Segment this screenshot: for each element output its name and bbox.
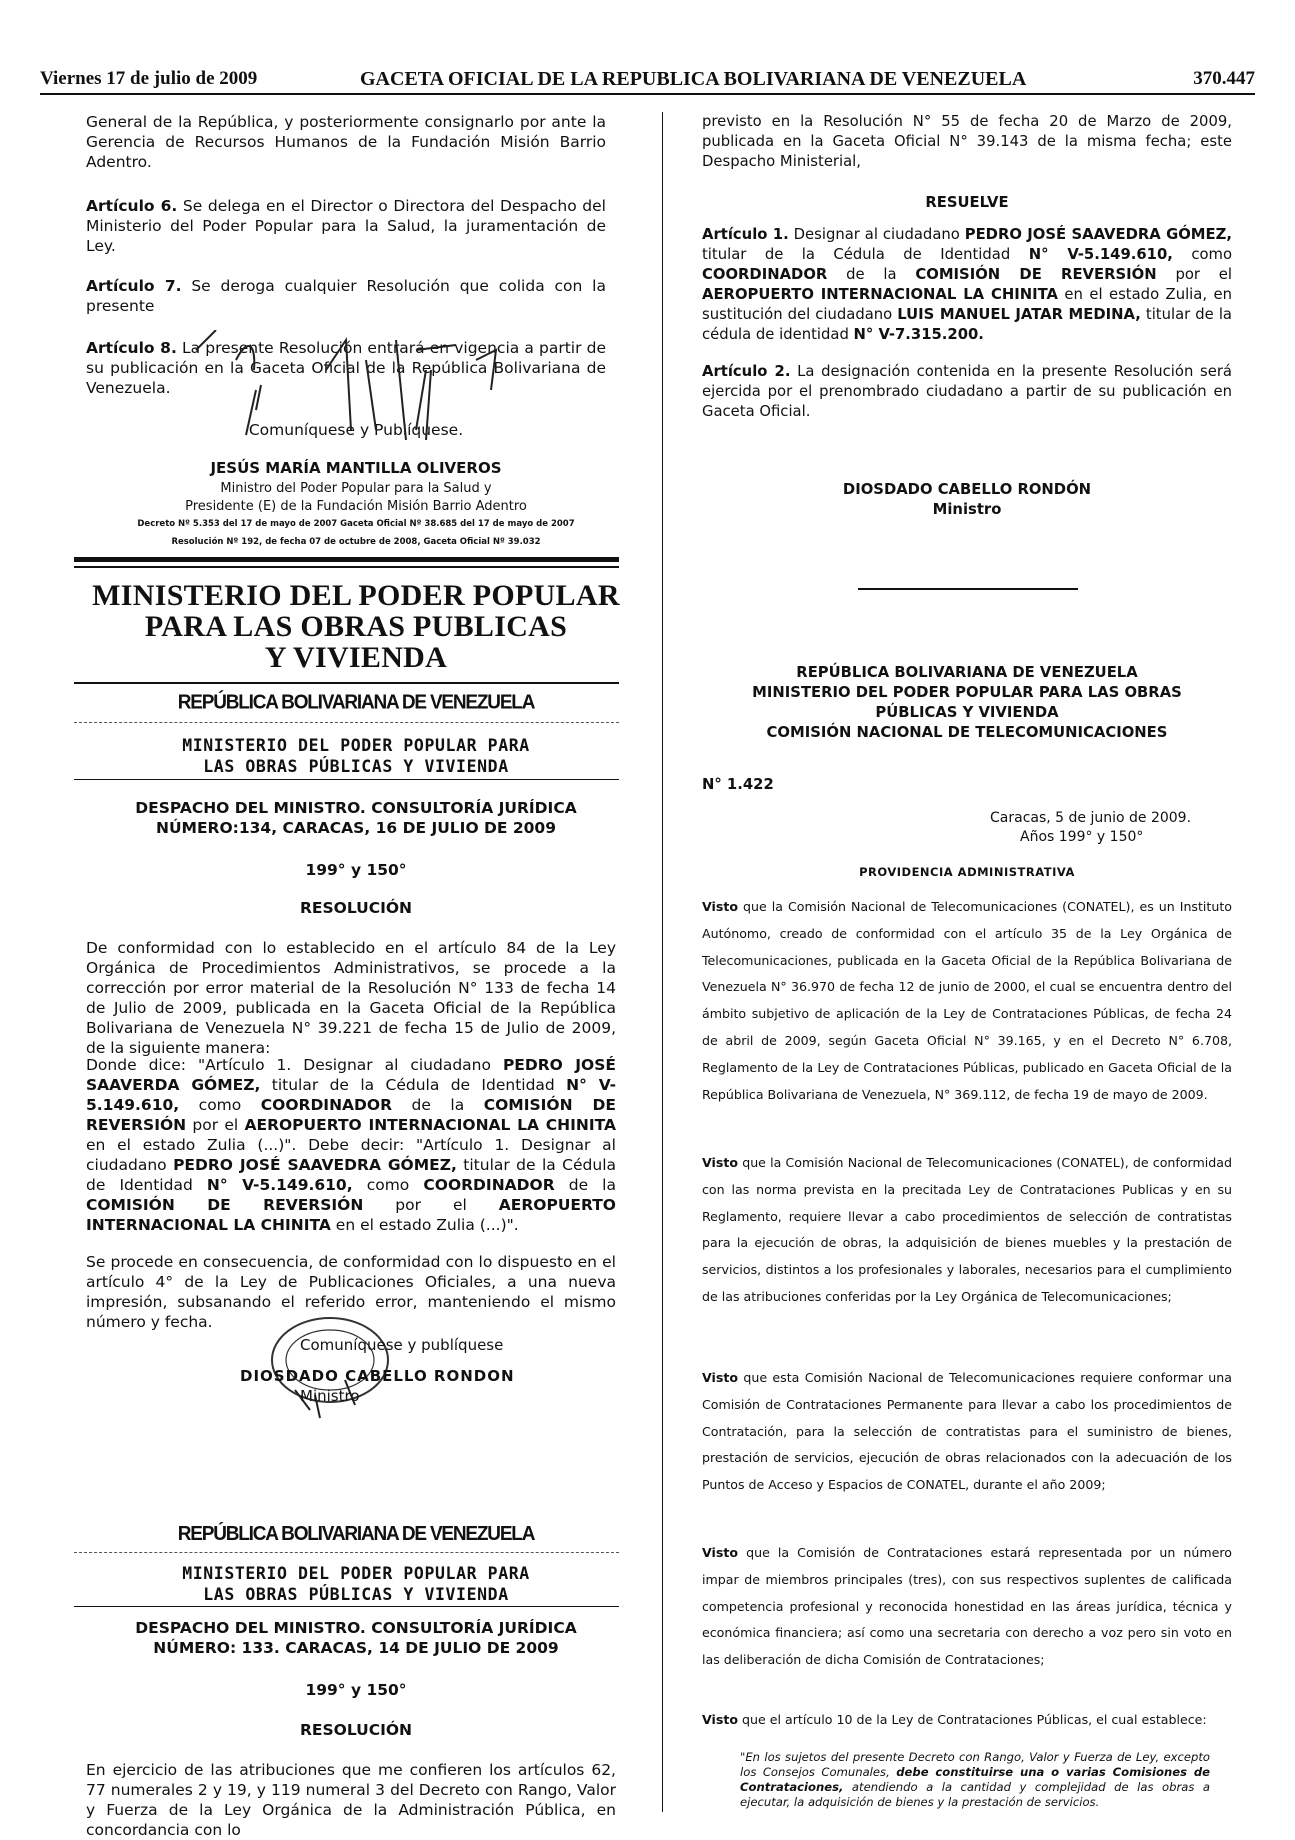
article-1 xyxy=(702,225,1232,345)
visto-text: que la Comisión Nacional de Telecomunicaciones (CONATEL), es un Instituto Autónomo, creado de conformidad con el artículo 35 de la Ley Orgánica de Telecomunicaciones, publicada en la Gaceta Oficial de la República Bolivariana de Venezuela N° 36.970 de fecha 12 de junio de 2000, el cual se encuentra dentro del ámbito subjetivo de aplicación de la Ley de Contrataciones Públicas, de fecha 24 de abril de 2009, según Gaceta Oficial N° 39.165, y en el Decreto N° 6.708, Reglamento de la Ley de Contrataciones Públicas, publicado en Gaceta Oficial de la República Bolivariana de Venezuela, N° 369.112, de fecha 19 de mayo de 2009. xyxy=(702,899,1232,1102)
gazette-title: GACETA OFICIAL DE LA REPUBLICA BOLIVARIANA DE VENEZUELA xyxy=(360,68,1027,90)
years-line: 199° y 150° xyxy=(305,1681,407,1699)
resuelve-heading: RESUELVE xyxy=(925,194,1009,211)
commission-bold: COMISIÓN DE REVERSIÓN xyxy=(86,1196,364,1214)
resolution-paragraph: En ejercicio de las atribuciones que me confieren los artículos 62, 77 numerales 2 y 19, y 119 numeral 3 del Decreto con Rango, Valor y Fuerza de la Ley Orgánica de la Administración Pública, en concordancia con lo xyxy=(86,1761,616,1839)
resolution-reference: Resolución Nº 192, de fecha 07 de octubre de 2008, Gaceta Oficial Nº 39.032 xyxy=(171,537,541,547)
page-number: 370.447 xyxy=(1193,68,1255,89)
id-bold: N° V-5.149.610, xyxy=(86,1076,617,1114)
visto-paragraph-3 xyxy=(702,1365,1232,1499)
ministerio-line: LAS OBRAS PÚBLICAS Y VIVIENDA xyxy=(203,1585,509,1604)
article-2 xyxy=(702,362,1232,422)
place-date: Caracas, 5 de junio de 2009. xyxy=(990,810,1192,826)
visto-text: que la Comisión Nacional de Telecomunicaciones (CONATEL), de conformidad con las norma prevista en la precitada Ley de Contrataciones Publicas y en su Reglamento, requiere llevar a cabo procedimientos de selección de contratistas para la ejecución de obras, la adquisición de bienes muebles y la prestación de servicios, distintos a los profesionales y laborales, necesarios para el cumplimiento de las atribuciones conferidas por la Ley Orgánica de Telecomunicaciones; xyxy=(702,1155,1232,1304)
visto-paragraph-2 xyxy=(702,1150,1232,1311)
republica-heading: REPÚBLICA BOLIVARIANA DE VENEZUELA xyxy=(177,691,535,714)
signer-title-1: Ministro del Poder Popular para la Salud y xyxy=(220,481,492,496)
signer-name: DIOSDADO CABELLO RONDON xyxy=(240,1367,515,1385)
role-bold: COORDINADOR xyxy=(260,1096,393,1114)
article-text: La presente Resolución entrará en vigencia a partir de su publicación en la Gaceta Oficial de la República Bolivariana de Venezuela. xyxy=(86,339,607,397)
correction-paragraph xyxy=(86,1055,616,1235)
heading-underline xyxy=(74,779,619,780)
text-run: de la xyxy=(554,1176,616,1194)
article-label: Artículo 8. xyxy=(86,339,177,357)
despacho-line: DESPACHO DEL MINISTRO. CONSULTORÍA JURÍDICA xyxy=(135,1619,577,1637)
visto-label: Visto xyxy=(702,1370,739,1385)
ministerio-line: LAS OBRAS PÚBLICAS Y VIVIENDA xyxy=(203,757,509,776)
decree-reference: Decreto Nº 5.353 del 17 de mayo de 2007 Gaceta Oficial Nº 38.685 del 17 de mayo de 2007 xyxy=(137,519,575,529)
article-text: Se delega en el Director o Directora del Despacho del Ministerio del Poder Popular para la Salud, la juramentación de Ley. xyxy=(86,197,606,255)
visto-label: Visto xyxy=(702,1712,739,1727)
ministry-heading-line: MINISTERIO DEL PODER POPULAR xyxy=(92,579,620,612)
resolucion-title: RESOLUCIÓN xyxy=(299,899,413,917)
continuation-paragraph: General de la República, y posteriormente consignarlo por ante la Gerencia de Recursos Humanos de la Fundación Misión Barrio Adentro. xyxy=(86,113,606,171)
ministry-heading-line: Y VIVIENDA xyxy=(264,641,448,674)
providencia-number: N° 1.422 xyxy=(702,776,774,793)
text-run: en el estado Zulia, en sustitución del ciudadano xyxy=(702,286,1232,323)
signer-name: DIOSDADO CABELLO RONDÓN xyxy=(842,481,1092,498)
text-run: Designar al ciudadano xyxy=(788,226,965,243)
text-run: Donde dice: "Artículo 1. Designar al ciudadano xyxy=(86,1056,503,1074)
article-text: Se deroga cualquier Resolución que colida con la presente xyxy=(86,277,606,315)
despacho-line: NÚMERO:134, CARACAS, 16 DE JULIO DE 2009 xyxy=(155,819,557,837)
signer-name: JESÚS MARÍA MANTILLA OLIVEROS xyxy=(210,459,502,477)
ministerio-line: MINISTERIO DEL PODER POPULAR PARA xyxy=(182,736,530,755)
column-divider xyxy=(662,112,663,1812)
resolucion-title: RESOLUCIÓN xyxy=(299,1721,413,1739)
header-date: Viernes 17 de julio de 2009 xyxy=(40,68,258,89)
conatel-heading xyxy=(702,663,1232,743)
republica-heading: REPÚBLICA BOLIVARIANA DE VENEZUELA xyxy=(177,1523,535,1546)
article-label: Artículo 1. xyxy=(702,226,789,243)
visto-text: que el artículo 10 de la Ley de Contrataciones Públicas, el cual establece: xyxy=(742,1712,1207,1727)
article-label: Artículo 2. xyxy=(702,363,791,380)
text-run: titular de la Cédula de Identidad xyxy=(260,1076,567,1094)
role-bold: COORDINADOR xyxy=(423,1176,555,1194)
despacho-heading xyxy=(86,798,626,838)
visto-label: Visto xyxy=(702,899,739,914)
ministry-heading xyxy=(86,580,626,673)
text-run: como xyxy=(1172,246,1232,263)
quote-text: atendiendo a la cantidad y complejidad de las obras a ejecutar, la adquisición de bienes y la prestación de servicios. xyxy=(740,1780,1210,1809)
role-bold: COORDINADOR xyxy=(702,266,828,283)
visto-text: que esta Comisión Nacional de Telecomunicaciones requiere conformar una Comisión de Contrataciones Permanente para llevar a cabo los procedimientos de Contratación, para la selección de contratistas para el suministro de bienes, prestación de servicios, ejecución de obras relacionados con la adecuación de los Puntos de Acceso y Espacios de CONATEL, durante el año 2009; xyxy=(702,1370,1232,1493)
airport-bold: AEROPUERTO INTERNACIONAL LA CHINITA xyxy=(86,1196,616,1234)
visto-paragraph-5 xyxy=(702,1707,1232,1734)
handwritten-signature xyxy=(176,330,536,440)
text-run: titular de la cédula de identidad xyxy=(702,306,1232,343)
quote-text: "En los sujetos del presente Decreto con Rango, Valor y Fuerza de Ley, excepto los Consejos Comunales, xyxy=(740,1750,1210,1779)
page-header xyxy=(40,68,1255,94)
heading-underline xyxy=(74,1606,619,1607)
id-bold: N° V-5.149.610, xyxy=(1028,246,1173,263)
conatel-heading-line: REPÚBLICA BOLIVARIANA DE VENEZUELA xyxy=(796,664,1138,681)
despacho-line: NÚMERO: 133. CARACAS, 14 DE JULIO DE 2009 xyxy=(153,1639,559,1657)
text-run: titular de la Cédula de Identidad xyxy=(86,1156,617,1194)
visto-text: que la Comisión de Contrataciones estará representada por un número impar de miembros principales (tres), con sus respectivos suplentes de calificada competencia profesional y reconocida honestidad en las áreas jurídica, técnica y económica financiera; así como una secretaria con derecho a voz pero sin voto en las deliberación de dicha Comisión de Contrataciones; xyxy=(702,1545,1232,1668)
airport-bold: AEROPUERTO INTERNACIONAL LA CHINITA xyxy=(702,286,1058,303)
visto-paragraph-4 xyxy=(702,1540,1232,1674)
text-run: titular de la Cédula de Identidad xyxy=(702,246,1029,263)
id-bold: N° V-5.149.610, xyxy=(206,1176,353,1194)
continuation-paragraph: previsto en la Resolución N° 55 de fecha 20 de Marzo de 2009, publicada en la Gaceta Oficial N° 39.143 de la misma fecha; este Despacho Ministerial, xyxy=(702,113,1232,170)
signer-title: Ministro xyxy=(300,1387,360,1405)
separator-rule xyxy=(858,588,1078,590)
comuniquese-line: Comuníquese y Publíquese. xyxy=(248,421,464,439)
years-line: Años 199° y 150° xyxy=(1020,829,1144,845)
visto-paragraph-1 xyxy=(702,894,1232,1108)
text-run: como xyxy=(352,1176,424,1194)
name-bold: PEDRO JOSÉ SAAVERDA GÓMEZ, xyxy=(86,1056,616,1094)
dashed-rule xyxy=(74,722,619,723)
text-run: de la xyxy=(392,1096,484,1114)
text-run: de la xyxy=(827,266,916,283)
ministerio-heading xyxy=(86,735,626,777)
resolution-paragraph: De conformidad con lo establecido en el artículo 84 de la Ley Orgánica de Procedimientos Administrativos, se procede a la corrección por error material de la Resolución N° 133 de fecha 14 de Julio de 2009, publicada en la Gaceta Oficial de la República Bolivariana de Venezuela N° 39.221 de fecha 15 de Julio de 2009, de la siguiente manera: xyxy=(86,939,616,1057)
text-run: en el estado Zulia (...)". Debe decir: "Artículo 1. Designar al ciudadano xyxy=(86,1136,616,1174)
article-7 xyxy=(86,276,606,316)
article-label: Artículo 6. xyxy=(86,197,178,215)
text-run: por el xyxy=(1156,266,1232,283)
visto-label: Visto xyxy=(702,1155,739,1170)
article-label: Artículo 7. xyxy=(86,277,182,295)
text-run: por el xyxy=(363,1196,499,1214)
signer-title-2: Presidente (E) de la Fundación Misión Barrio Adentro xyxy=(185,499,527,514)
dashed-rule xyxy=(74,1552,619,1553)
signer-title: Ministro xyxy=(932,501,1002,518)
ministerio-heading xyxy=(86,1563,626,1605)
ministry-heading-line: PARA LAS OBRAS PUBLICAS xyxy=(144,610,568,643)
quote-bold: debe constituirse una o varias Comisiones de Contrataciones, xyxy=(740,1765,1210,1794)
conatel-heading-line: MINISTERIO DEL PODER POPULAR PARA LAS OBRAS xyxy=(752,684,1182,701)
section-rule-thin xyxy=(74,566,619,568)
id-bold: N° V-7.315.200. xyxy=(853,326,984,343)
article-6 xyxy=(86,196,606,256)
conatel-heading-line: PÚBLICAS Y VIVIENDA xyxy=(875,704,1059,721)
consequence-paragraph: Se procede en consecuencia, de conformidad con lo dispuesto en el artículo 4° de la Ley de Publicaciones Oficiales, a una nueva impresión, subsanando el referido error, manteniendo el mismo número y fecha. xyxy=(86,1253,616,1331)
name-bold: LUIS MANUEL JATAR MEDINA, xyxy=(897,306,1141,323)
despacho-line: DESPACHO DEL MINISTRO. CONSULTORÍA JURÍDICA xyxy=(135,799,577,817)
years-line: 199° y 150° xyxy=(305,861,407,879)
ministerio-line: MINISTERIO DEL PODER POPULAR PARA xyxy=(182,1564,530,1583)
comuniquese-line: Comuníquese y publíquese xyxy=(300,1336,504,1354)
despacho-heading xyxy=(86,1618,626,1658)
airport-bold: AEROPUERTO INTERNACIONAL LA CHINITA xyxy=(244,1116,616,1134)
commission-bold: COMISIÓN DE REVERSIÓN xyxy=(915,266,1157,283)
text-run: como xyxy=(179,1096,261,1114)
commission-bold: COMISIÓN DE REVERSIÓN xyxy=(86,1096,616,1134)
heading-underline xyxy=(74,682,619,684)
law-quote xyxy=(740,1750,1210,1810)
text-run: en el estado Zulia (...)". xyxy=(330,1216,519,1234)
visto-label: Visto xyxy=(702,1545,739,1560)
section-rule-thick xyxy=(74,557,619,562)
header-rule xyxy=(40,93,1255,95)
providencia-title: PROVIDENCIA ADMINISTRATIVA xyxy=(859,865,1075,879)
text-run: por el xyxy=(186,1116,245,1134)
conatel-heading-line: COMISIÓN NACIONAL DE TELECOMUNICACIONES xyxy=(766,724,1168,741)
name-bold: PEDRO JOSÉ SAAVEDRA GÓMEZ, xyxy=(964,226,1232,243)
name-bold: PEDRO JOSÉ SAAVEDRA GÓMEZ, xyxy=(173,1156,457,1174)
article-text: La designación contenida en la presente Resolución será ejercida por el prenombrado ciudadano a partir de su publicación en Gaceta Oficial. xyxy=(702,363,1232,420)
